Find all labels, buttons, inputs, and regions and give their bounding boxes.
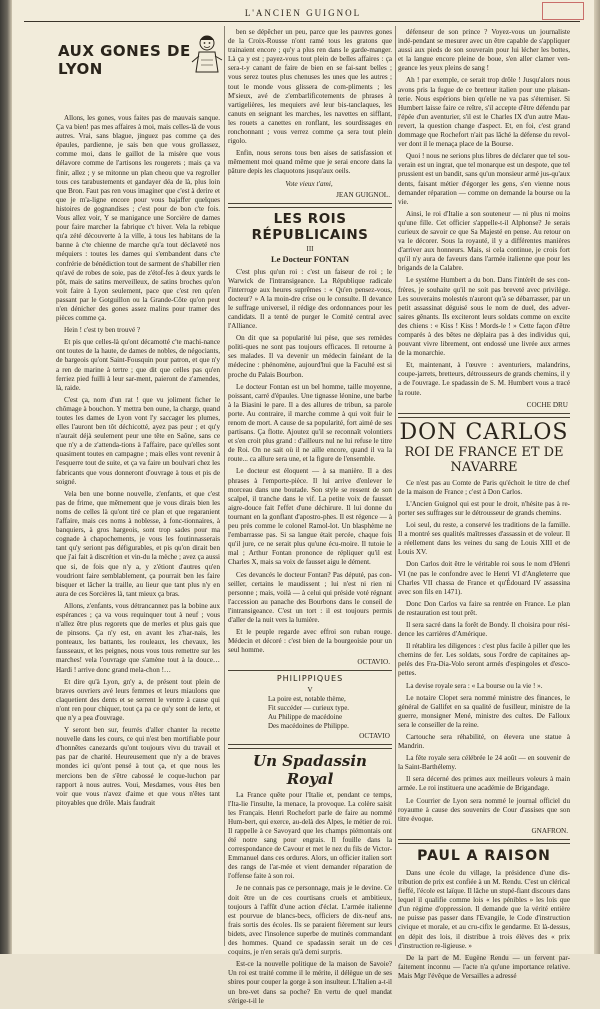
letter-closing: Vote vieux t'ami,: [285, 179, 333, 188]
paragraph: Don Carlos doit être le véritable roi sous le nom d'Henri VI (ne pas le confondre avec le Henri VI d'Angleterre que Charles VII chassa de France et qu'Édouard IV assassina avec son fils en 1471).: [398, 560, 570, 596]
section-divider: [228, 203, 392, 208]
column-1: [56, 28, 220, 811]
section-number: III: [306, 244, 314, 253]
paragraph: Je ne connais pas ce personnage, mais je le devine. Ce doit être un de ces courtisans cruels et ambitieux, toujours à l'affût d'une action d'éclat. L'armée italienne est pourvue de blancs-becs, officiers de dix-neuf ans, frais sortis des écoles. Ils se paraient fièrement sur leurs bidets, avec l'insolence superbe de mutinés commandant des hommes. Quand ce spadassin serait un de ces coquins, je n'en serais qu'à demi surpris.: [228, 884, 392, 957]
paragraph: Allons, z'enfants, vous détrancannez pas la bobine aux espérances ; ça va vous requinquer tout à neuf ; vous n'allez être plus regorets que de merles et plus gais que de pinsons. Ça n'y est, en avant les z'har-nais, les ponteaux, les battants, les rouleaux, les chevaux, les fausseaux, et les peignes, nous vous tous remettre sur les marches! vela l'ouvrage que s'amène tout à la douce… Hardi ! arrive donc grand mela-chon !…: [56, 601, 220, 674]
paragraph: Il rétablira les diligences : c'est plus facile à piller que les chemins de fer. Les soldats, sous l'ordre de capitaines ap-pelés des Fra-Dia-Volo seront armés d'espingoles et d'esco-pettes.: [398, 642, 570, 678]
article-subtitle: ROI DE FRANCE ET DE NAVARRE: [404, 444, 564, 475]
paragraph: ben se dépêcher un peu, parce que les pauvres gones de la Croix-Rousse n'ont ramé tous les gratons que trainaient encore ; qu'y a plus ren dans le garde-manger. Là ça y est ; payez-vous tout plein de belles affaires : ça sera-t-y canant de faire de bien en se fai-sant belles ; vous serez toutes plus chenuses les unes que les autres ; tout le monde vous glissera de com-pliments ; les M'sieux, avé de z'embarlificotements de phrases à vartigelières, les mequiers avé leur bis-tanclaques, les canuts en seignant les marches, les navettes en sifflant, les rouets a canettes en ronflant, les sourdissages en ronchonnant ; vous verrez comme ça sera tout plein rigolo.: [228, 28, 392, 146]
poem-line: La poire est, notable thème,: [268, 695, 346, 704]
poem-title: PHILIPPIQUES: [276, 674, 344, 684]
paragraph: C'est plus qu'un roi : c'est un faiseur de roi ; le Warwick de l'intransigeance. La République radicale l'interroge aux heures suprêmes : « Qu'en pensez-vous, docteur? » A la moin-dre crise ou le consulte. Il devance le suffrage universel, il rédige des ordonnances pour les candidats. Il a tenté de purger le Comité central avec l'Alliance.: [228, 267, 392, 331]
paragraph: Ces devancés le docteur Fontan? Pas député, pas con-seiller, certains le maudissent ; lui n'est ni rien ni personne ; mais, voilà — à celui qui préside voté régnant l'accession au panache des Bourbons dans le conseil de l'intransigeance. C'est un tort : il est toujours permis d'aller de la nuit vers la lumière.: [228, 570, 392, 624]
column-rule: [395, 26, 396, 946]
paragraph: Le notaire Clopet sera nommé ministre des finances, le général de Gallifet en sa qualité de fusilleur, ministre de la guerre, monsigner Mené, ministre des cultes. De Falloux sera le conseiller de la reine.: [398, 693, 570, 729]
guignol-figure-icon: [190, 32, 224, 76]
article-body: [56, 114, 220, 808]
paragraph: Et le peuple regarde avec effroi son ruban rouge. Médecin et décoré : c'est bien de la bourgeoisie pour un seul homme.: [228, 628, 392, 655]
book-spine: [0, 0, 12, 954]
paragraph: Le docteur Fontan est un bel homme, taille moyenne, poissant, carré d'épaules. Une tignasse léonine, une barbe à la Biasini le pare. Il a des allures de tribun, sa parole porte. Au contraire, il marche comme à qui voit fuir le renom de mort. A cause de sa popularité, fort aimé de ses partisans. Ça flotte. Ajoutez qu'il se reconnaît volontiers et s'en croit plus grand : d'ailleurs nul ne lui refuse le titre de Roi. On ne sait où il ne aille encore, quand il va la route... ca allure sera une, et la figure de l'ensemble.: [228, 382, 392, 464]
article-title: Un Spadassin Royal: [253, 751, 367, 788]
poem-line: Des macédoines de Philippe.: [268, 721, 349, 730]
paragraph: Donc Don Carlos va faire sa rentrée en France. Le plan de restauration est tout prêt.: [398, 599, 570, 617]
column-3: [398, 28, 570, 984]
poem-line: Au Philippe de macédoine: [268, 712, 343, 721]
paragraph: Vela ben une bonne nouvelle, z'enfants, et que c'est pas de frime, que mêmement que je vous dirais bien les noms de celles là qu'ont tiré ce plan et que regaranient l'affaire, mais ces noms à noblesse, à fonc-tionnaires, à banquiers, à gros hargeois, sont trop sades pour ma cognade à chapochements, je vous les foutinnasserais tant qu'y seriont pas défigurables, et pis qu'on dirait ben que j'ai fait à discrétion et vin-du la mèche ; avez ça aussi que si, de fois que n'y a, y z'étiont d'autres qu'en voudriont faire semblablement, ça pourrait ben les faire bisquer et lâcher la traille, au lieur que tant plus n'y en aura de ces Sorcières là, tant mieux ça bras.: [56, 489, 220, 598]
paragraph: C'est ça, nom d'un rat ! que vu joliment ficher le chômage à bouchon. Y mettra ben oune, la charge, quand toutes les dames de Lyon vont l'y saccager les plumes, elles l'auront ben tôt déchicotté, ayez pas peur ; et qu'y n'aurait déjà seulement peur une tête en Saône, sans ce que n'y a de z'attenda-tions à l'affaire, pace qu'elles sont quasiment toutes en campagne ; mais elles vont revenir à l'esquerre tout de suite, et ça va faire un boulvari chez les fabricants que vous donneront d'ouvrage à tous et pis de soigné.: [56, 395, 220, 486]
paragraph: Quoi ! nous ne serions plus libres de déclarer que tel sou-verain est un ingrat, que tel monarque est un despote, que tel prussient est un bandit, sans qu'un monsieur armé jus-qu'aux dents, faisant métier d'égorger les gens, s'en vienne nous demander réparation — comme on demande la bourse ou la vie.: [398, 152, 570, 206]
paragraph: Cartouche sera réhabilité, on élevera une statue à Mandrin.: [398, 733, 570, 751]
paragraph: La France quête pour l'Italie et, pendant ce temps, l'Ita-lie l'insulte, la menace, la provoque. La colère saisit les Français. Henri Rochefort parle de faire au nommé Hum-bert, qui exerce, au-delà des Alpes, le métier de roi. Il rappelle à ce Savoyard que les champs piémontais ont été notre sang pour engrais. Il fouille dans la correspondance de Cavour et met le nez du fils de Victor-Emmanuel dans ces ordures. Alors, un officier italien sort des rangs de l'ar-mée et vient demander réparation de l'offense faite à son roi.: [228, 790, 392, 881]
divider: [228, 670, 392, 671]
paragraph: défenseur de son prince ? Voyez-vous un journaliste indé-pendant se mesurer avec un être capable de s'appliquer aussi aux pieds de son souverain pour lui lécher les bottes, et la langue encore pleine de boue, s'en aller clamer ven-geance les yeux pleins de sang !: [398, 28, 570, 73]
section-divider: [398, 413, 570, 418]
paragraph: Et dire qu'à Lyon, gn'y a, de présent tout plein de braves ouvriers avé leurs femmes et leurs miaulons que claquetient des dents et se serrent le ventre à cause qui n'ont ren pour chiquer, tout ça pa ce qu'y sont de lerte, et que n'y a pea d'ouvrage.: [56, 677, 220, 722]
paragraph: Loi seul, du reste, a conservé les traditions de la famille. Il a montré ses qualités maîtresses d'assassin et de voleur. Il a réellement dans les veines du sang de Louis XIII et de Louis XV.: [398, 521, 570, 557]
paragraph: Est-ce la nouvelle politique de la maison de Savoie? Un roi est traité comme il le mérite, il délègue un de ses sbires pour couper la gorge à son insulteur. L'Italien a-t-il un bre-vet dans sa poche? En vertu de quel mandat s'érige-t-il le: [228, 960, 392, 1005]
paragraph: Le système Humbert a du bon. Dans l'intérêt de ses con-frères, je souhaite qu'il ne soit pas breveté avec privilège. Les souverains molestés n'auront qu'à se débarrasser, par un petit assassinat déguisé sous le nom de duel, des adver-saires gênants. Ils exciteront leurs soldats comme on excite des chiens : « Kiss ! Kiss ! Mords-le ! » Cette façon d'être comparés à des bêtes ne déplaira pas à des individus qui, pouvant vivre librement, ont endossé une livrée aux armes de la monarchie.: [398, 276, 570, 358]
paragraph: Enfin, nous serons tous ben aises de satisfassion et mêmement moi quand même que je serai encore dans la pâture depis les claquotons jusqu'aux oeils.: [228, 149, 392, 176]
paragraph: Le docteur est éloquent — à sa manière. Il a des phrases à l'emporte-pièce. Il lui arrive d'enlever le morceau dans une boutade. Son style se ressent de son scalpel, il tranche dans le vif. La petite voix de fausset aigre-douce fait l'effet d'une déchirure. Il lui donne du tournant en la gonflant d'apostro-phes. Il est régence — à peu près comme le colonel Ramol-lot. Un blasphème ne l'embarrasse pas. Si sa langue était percée, chaque fois qu'il jure, ce ne serait plus qu'une écu-moire. Il tutoie le mal ; Arthur Fontan prononce de répliquer qu'il est Charles X, mais sa voix de fausset aigu le dément.: [228, 467, 392, 567]
paragraph: Il sera sacré dans la forêt de Bondy. Il choisira pour rési-dence les carrières d'Amérique.: [398, 620, 570, 639]
paragraph: Il sera décerné des primes aux meilleurs voleurs à main armée. Le roi instituera une académie de Brigandage.: [398, 775, 570, 793]
paragraph: Et pis que celles-là qu'ont décamotté c'te machi-nance ont toutes de la haute, de dames de nobles, de négociants, de bargeois qu'ont Saint-Fousquin pour patron, et que n'y a ren de marine à tertre ; que dit que celles pas qu'en ferriez pied fuilli à leur sar-ment, paieront de z'amendes, là, raide.: [56, 338, 220, 392]
signature: JEAN GUIGNOL.: [336, 190, 390, 199]
paragraph: Le Courrier de Lyon sera nommé le journal officiel du royaume à cause des souvenirs de Cour d'assises que son titre évoque.: [398, 796, 570, 823]
article-title: PAUL A RAISON: [417, 847, 551, 864]
poem-body: [268, 695, 392, 730]
page-edge: [594, 0, 600, 954]
signature: OCTAVIO.: [357, 658, 390, 667]
paragraph: Dans une école du village, la présidence d'une dis-tribution de prix est confiée à un M. Rendu. C'est un clérical fieffé, l'école est laïque. Il lâche un stupé-fiant discours dans lequel il qualifie comme lois « les pénibles » les lois que d'un régime d'oppression. Il demande que la vérité entière ne puisse pas passer dans l'Evangile, le Code d'instruction civique et morale, et au cru-cifix le gendarme. Et là-dessus, en dépit des lois, il distribue à trois élèves des « prix d'instruction re-ligieuse. »: [398, 868, 570, 950]
paragraph: La fête royale sera célébrée le 24 août — en souvenir de la Saint-Barthélemy.: [398, 754, 570, 772]
section-subtitle: Le Docteur FONTAN: [270, 253, 350, 264]
section-title: LES ROIS RÉPUBLICAINS: [251, 210, 369, 243]
paragraph: La devise royale sera : « La bourse ou la vie ! ».: [406, 681, 543, 690]
paragraph: Hein ! c'est ty ben trouvé ?: [64, 326, 141, 335]
paragraph: Ce n'est pas au Comte de Paris qu'échoit le titre de chef de la maison de France ; c'est à Don Carlos.: [398, 478, 570, 496]
signature: GNAFRON.: [531, 826, 568, 835]
poem-line: Fit succéder — curieux type.: [268, 704, 350, 713]
paragraph: On dit que sa popularité lui pèse, que ses remèdes politi-ques ne sont pas toujours efficaces. Il retourne à ses malades. Il va devenir un médecin fainéant de la médecine : phénomène, aujourd'hui que la Faculté est si proche du Palais Bourbon.: [228, 334, 392, 379]
signature: COCHE DRU: [526, 400, 568, 409]
section-divider: [398, 839, 570, 844]
section-divider: [228, 744, 392, 749]
article-body: [398, 869, 570, 981]
paragraph: Et, maintenant, à l'œuvre : aventuriers, malandrins, coupe-jarrets, bretteurs, détrousseurs de grands chemins, il y a de l'ouvrage. Le spadassin de S. M. Humbert vous a tracé la route.: [398, 361, 570, 397]
poem-number: V: [307, 686, 313, 695]
paragraph: Ainsi, le roi d'Italie a son souteneur — ni plus ni moins qu'une fille. Cet officier s'appelle-t-il Alphonse? Je serais curieux de savoir ce que Sa Majesté en pense. Au retour on va le décorer. Sous la royauté, il y a différentes manières d'arriver aux honneurs. Mais, si cela continue, je crois fort qu'il n'y aura de faveurs dans l'armée italienne que pour les brigands de la Calabre.: [398, 209, 570, 273]
signature: OCTAVIO: [359, 731, 390, 740]
article-title: AUX GONES DE LYON: [58, 42, 191, 78]
article-continuation: [398, 28, 570, 398]
column-rule: [224, 26, 225, 946]
article-title: DON CARLOS: [399, 419, 569, 445]
paragraph: L'Ancien Guignol qui est pour le droit, n'hésite pas à re-porter ses suffrages sur le détrousseur de grands chemins.: [398, 499, 570, 517]
paragraph: De la part de M. Eugène Rendu — un fervent par-faitement inconnu — l'acte n'a qu'une importance relative. Mais Mgr l'évêque de Versailles a adressé: [398, 953, 570, 980]
paragraph: Ah ! par exemple, ce serait trop drôle ! Jusqu'alors nous avons pris la fugue de ce bretteur italien pour une plaisan-terie. Nous espérions bien qu'elle ne va pas s'éterniser. Si Humbert laisse faire ce reître, s'il accepte d'être défendu par l'épée d'un aventurier, s'il est le Charles IX d'un autre Mau-revert, la question change d'aspect. Et, en foi, c'est grand dommage que Rochefort n'ait pas lâché la défense du revol-ver dont il le menaça place de la Bourse.: [398, 76, 570, 149]
article-continuation: [228, 28, 392, 177]
running-head: L'ANCIEN GUIGNOL: [244, 8, 362, 18]
paragraph: Y seront ben sur, feurrés d'aller chanter la recette nouvelle dans les cours, ce qui n'est ben mortifiable pour d'honnêtes canezards qu'ont toujours vivu du travail et pas par de charité. Heureusement que n'y a de braves mondes ici qu'ont pensé à tout ça, et que nous les mercions ben de s'être cabossé le coque-luchon par rapport à nous autres. Voui, Mesdames, vous êtes ben voir que vous n'avez d'aime et que vous n'êtes tant pitoyables que drôle. Mais faudrait: [56, 726, 220, 807]
article-body: [228, 268, 392, 656]
article-body: [398, 479, 570, 824]
column-2: [228, 28, 392, 1009]
article-body: [228, 791, 392, 1006]
paragraph: Allons, les gones, vous faites pas de mauvais sanque. Ça va bien! pas mes affaires à moi, mais celles-là de vous autres. Vrai, sans blague, jinguez pas comme ça des épaules, pardienne, je sais ben que vous grollassez, comme moi, dans le gaillot de la misère que vous délavore comme de l'artisons les rougerets ; mais ça va finir, allez ; y se mitonne un plan cheou que va regroller tous ces tarabustements et gandayer déa de là, plus loin que Bron. Faut pas ren vous imaginer que c'est à derire et que je m'a-ligne encore pour vous bajaffer quelques histoires de gognandises ; c'est pour de bon c'te fois. Vous allez voir, Y se manigance une Sorcière de dames pour faire marcher la fabrique c't hiver. Vela la rebique qu'a zété découverte à la ville, à tous les habitans de la banne à c'te chienne de marche qu'a tout déclaveté nos méquiers : toutes les dames qui s'embandent dans c'te confrérie de bénédiction tout de sarment de s'habiller rien qu'avé de robes de soie, pas de z'étof-fes à deux yards le pôt, mais de satins merveilleux, de satins broches qu'on voit faire à Lyon seulement, pace que c'est ren qu'en passant par le Gotguillon ou la Grande-Côte qu'on peut n'en dénicher des gones assez malins pour tramer des pièces comme ça.: [56, 114, 220, 323]
gones-banner: [56, 28, 220, 80]
head-rule: [24, 21, 580, 22]
